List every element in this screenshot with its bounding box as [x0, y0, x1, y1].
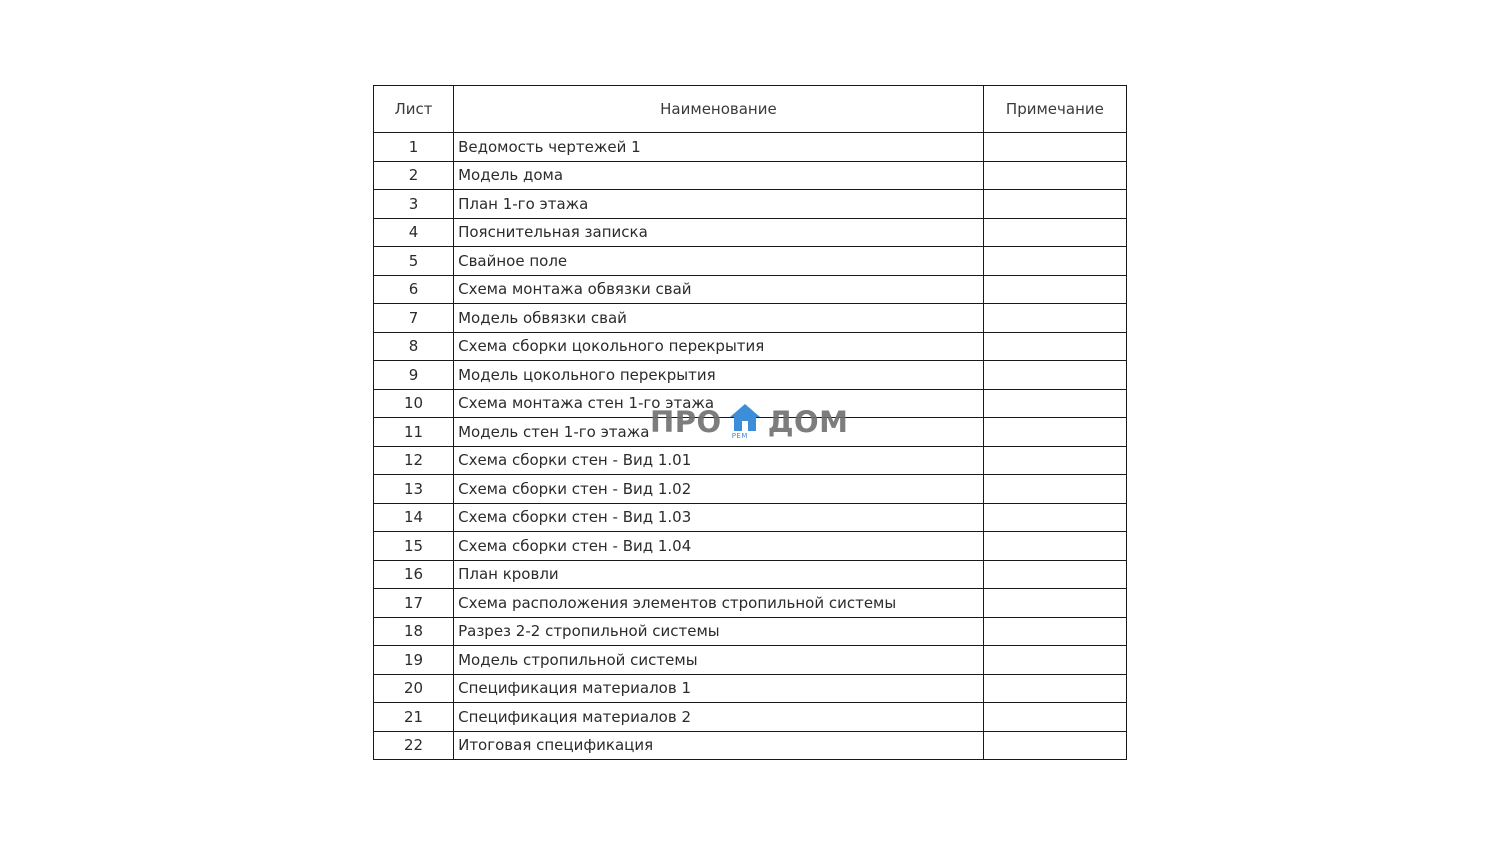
- table-body: [374, 133, 1127, 760]
- row-note: [983, 361, 1126, 390]
- row-drawing-name: Разрез 2-2 стропильной системы: [454, 617, 984, 646]
- row-drawing-name: Итоговая спецификация: [454, 731, 984, 760]
- row-sheet-number: 7: [374, 304, 454, 333]
- header-row: [374, 86, 1127, 133]
- row-note: [983, 332, 1126, 361]
- table-row: [374, 275, 1127, 304]
- table-row: [374, 446, 1127, 475]
- watermark-sub-text: РЕМ: [731, 432, 748, 440]
- row-note: [983, 418, 1126, 447]
- header-name: Наименование: [454, 86, 984, 133]
- row-drawing-name: Пояснительная записка: [454, 218, 984, 247]
- row-note: [983, 304, 1126, 333]
- watermark-right-text: ДОМ: [767, 405, 849, 439]
- row-note: [983, 218, 1126, 247]
- table-row: [374, 161, 1127, 190]
- table-row: [374, 304, 1127, 333]
- table-row: [374, 646, 1127, 675]
- drawing-list-table: [373, 85, 1127, 760]
- row-sheet-number: 19: [374, 646, 454, 675]
- row-note: [983, 589, 1126, 618]
- row-sheet-number: 2: [374, 161, 454, 190]
- table-row: [374, 532, 1127, 561]
- table-row: [374, 617, 1127, 646]
- table-row: [374, 731, 1127, 760]
- row-note: [983, 190, 1126, 219]
- row-sheet-number: 11: [374, 418, 454, 447]
- row-drawing-name: Модель стропильной системы: [454, 646, 984, 675]
- row-sheet-number: 18: [374, 617, 454, 646]
- table-row: [374, 218, 1127, 247]
- row-sheet-number: 15: [374, 532, 454, 561]
- table-row: [374, 247, 1127, 276]
- row-drawing-name: Схема сборки стен - Вид 1.04: [454, 532, 984, 561]
- row-sheet-number: 6: [374, 275, 454, 304]
- row-drawing-name: Схема сборки стен - Вид 1.01: [454, 446, 984, 475]
- row-note: [983, 674, 1126, 703]
- row-drawing-name: Спецификация материалов 2: [454, 703, 984, 732]
- row-drawing-name: Спецификация материалов 1: [454, 674, 984, 703]
- row-drawing-name: Модель дома: [454, 161, 984, 190]
- row-note: [983, 475, 1126, 504]
- row-note: [983, 646, 1126, 675]
- row-drawing-name: Модель обвязки свай: [454, 304, 984, 333]
- row-sheet-number: 14: [374, 503, 454, 532]
- table-row: [374, 418, 1127, 447]
- row-drawing-name: Модель цокольного перекрытия: [454, 361, 984, 390]
- row-sheet-number: 13: [374, 475, 454, 504]
- table-row: [374, 503, 1127, 532]
- row-drawing-name: Схема сборки стен - Вид 1.02: [454, 475, 984, 504]
- row-note: [983, 503, 1126, 532]
- row-note: [983, 275, 1126, 304]
- header-note: Примечание: [983, 86, 1126, 133]
- row-note: [983, 389, 1126, 418]
- table-row: [374, 589, 1127, 618]
- table-row: [374, 560, 1127, 589]
- row-sheet-number: 10: [374, 389, 454, 418]
- row-sheet-number: 3: [374, 190, 454, 219]
- row-sheet-number: 12: [374, 446, 454, 475]
- row-note: [983, 560, 1126, 589]
- row-drawing-name: План 1-го этажа: [454, 190, 984, 219]
- row-sheet-number: 20: [374, 674, 454, 703]
- row-drawing-name: Схема расположения элементов стропильной системы: [454, 589, 984, 618]
- row-drawing-name: Схема монтажа обвязки свай: [454, 275, 984, 304]
- row-drawing-name: Схема сборки стен - Вид 1.03: [454, 503, 984, 532]
- row-note: [983, 133, 1126, 162]
- row-sheet-number: 4: [374, 218, 454, 247]
- row-note: [983, 161, 1126, 190]
- row-sheet-number: 17: [374, 589, 454, 618]
- table-row: [374, 703, 1127, 732]
- watermark-left-text: ПРО: [650, 405, 722, 439]
- row-note: [983, 446, 1126, 475]
- row-drawing-name: Схема монтажа стен 1-го этажа: [454, 389, 984, 418]
- row-drawing-name: Свайное поле: [454, 247, 984, 276]
- table-row: [374, 475, 1127, 504]
- table-row: [374, 190, 1127, 219]
- table-row: [374, 674, 1127, 703]
- row-sheet-number: 1: [374, 133, 454, 162]
- table-row: [374, 133, 1127, 162]
- row-note: [983, 532, 1126, 561]
- row-drawing-name: Схема сборки цокольного перекрытия: [454, 332, 984, 361]
- row-drawing-name: Модель стен 1-го этажа: [454, 418, 984, 447]
- row-sheet-number: 22: [374, 731, 454, 760]
- row-note: [983, 731, 1126, 760]
- row-sheet-number: 16: [374, 560, 454, 589]
- row-sheet-number: 8: [374, 332, 454, 361]
- row-drawing-name: Ведомость чертежей 1: [454, 133, 984, 162]
- row-note: [983, 617, 1126, 646]
- row-sheet-number: 5: [374, 247, 454, 276]
- row-drawing-name: План кровли: [454, 560, 984, 589]
- table-row: [374, 389, 1127, 418]
- row-sheet-number: 21: [374, 703, 454, 732]
- header-sheet: Лист: [374, 86, 454, 133]
- row-sheet-number: 9: [374, 361, 454, 390]
- row-note: [983, 703, 1126, 732]
- row-note: [983, 247, 1126, 276]
- table-row: [374, 332, 1127, 361]
- table-row: [374, 361, 1127, 390]
